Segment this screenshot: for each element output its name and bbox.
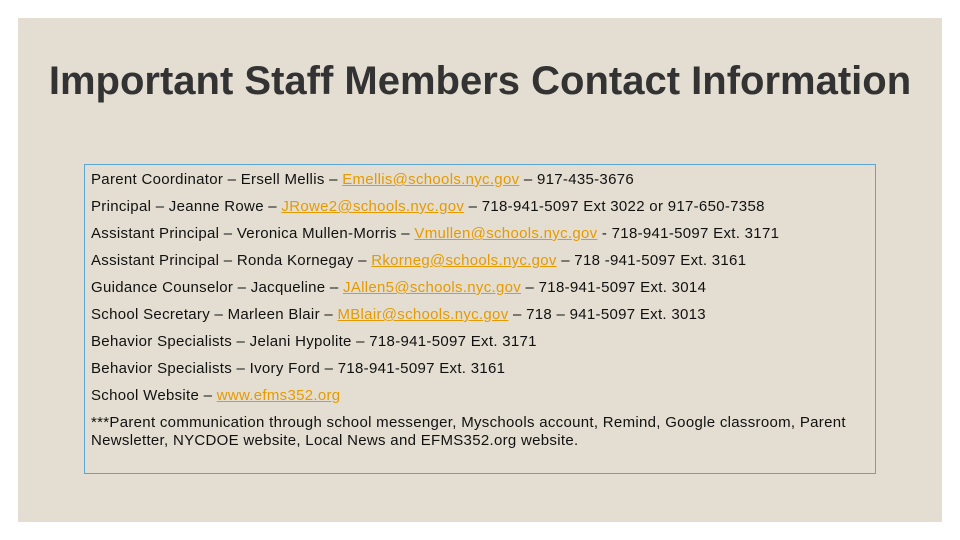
contact-line-assistant-principal-1: Assistant Principal – Veronica Mullen-Morris – Vmullen@schools.nyc.gov - 718-941-5097 Ext. 3171 bbox=[91, 225, 780, 242]
slide bbox=[18, 18, 942, 522]
email-link[interactable]: Rkorneg@schools.nyc.gov bbox=[371, 252, 557, 269]
email-link[interactable]: MBlair@schools.nyc.gov bbox=[337, 306, 509, 323]
contact-line-guidance-counselor: Guidance Counselor – Jacqueline – JAllen5@schools.nyc.gov – 718-941-5097 Ext. 3014 bbox=[91, 279, 707, 296]
contact-line-parent-coordinator: Parent Coordinator – Ersell Mellis – Emellis@schools.nyc.gov – 917-435-3676 bbox=[91, 171, 634, 188]
communication-note: ***Parent communication through school messenger, Myschools account, Remind, Google classroom, Parent Newsletter, NYCDOE website, Local News and EFMS352.org website. bbox=[91, 414, 846, 449]
contact-line-school-secretary: School Secretary – Marleen Blair – MBlair@schools.nyc.gov – 718 – 941-5097 Ext. 3013 bbox=[91, 306, 706, 323]
school-website-line: School Website – www.efms352.org bbox=[91, 387, 341, 404]
email-link[interactable]: Emellis@schools.nyc.gov bbox=[342, 171, 520, 188]
email-link[interactable]: JRowe2@schools.nyc.gov bbox=[281, 198, 465, 215]
contact-line-assistant-principal-2: Assistant Principal – Ronda Kornegay – Rkorneg@schools.nyc.gov – 718 -941-5097 Ext. 3161 bbox=[91, 252, 747, 269]
contact-box bbox=[84, 164, 876, 474]
contact-line-behavior-specialist-2: Behavior Specialists – Ivory Ford – 718-941-5097 Ext. 3161 bbox=[91, 360, 506, 377]
page-title: Important Staff Members Contact Information bbox=[48, 59, 912, 103]
email-link[interactable]: JAllen5@schools.nyc.gov bbox=[343, 279, 522, 296]
contact-line-principal: Principal – Jeanne Rowe – JRowe2@schools.nyc.gov – 718-941-5097 Ext 3022 or 917-650-7358 bbox=[91, 198, 765, 215]
email-link[interactable]: Vmullen@schools.nyc.gov bbox=[414, 225, 598, 242]
website-link[interactable]: www.efms352.org bbox=[216, 387, 341, 404]
contact-line-behavior-specialist-1: Behavior Specialists – Jelani Hypolite – 718-941-5097 Ext. 3171 bbox=[91, 333, 537, 350]
